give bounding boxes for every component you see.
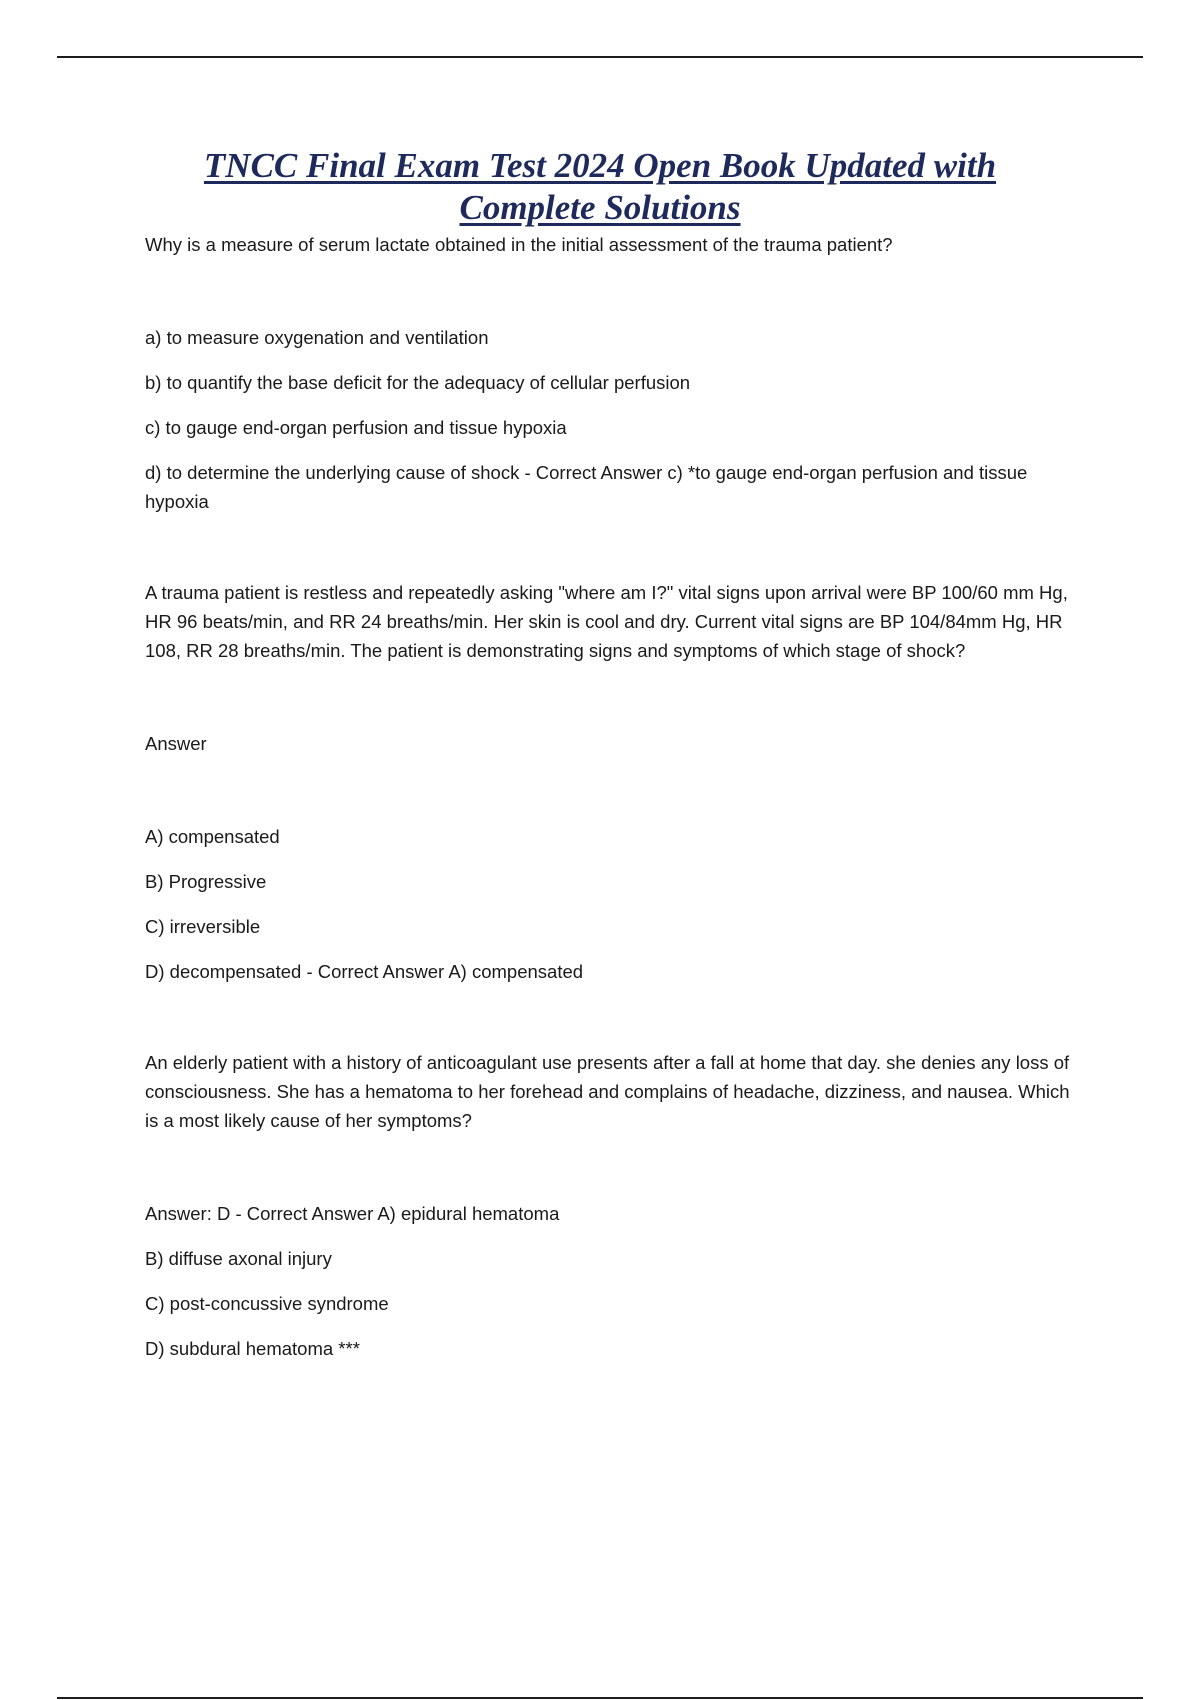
document-title	[57, 145, 1143, 229]
document-body	[145, 230, 1085, 1363]
question-2-answer-label: Answer	[145, 733, 207, 754]
question-2-option-d: D) decompensated - Correct Answer A) compensated	[145, 961, 584, 982]
question-1-option-c: c) to gauge end-organ perfusion and tissue hypoxia	[145, 417, 567, 438]
footer-rule	[57, 1697, 1143, 1699]
question-3-option-b: B) diffuse axonal injury	[145, 1248, 332, 1269]
question-1-text: Why is a measure of serum lactate obtained in the initial assessment of the trauma patient?	[145, 234, 893, 255]
question-1-option-a: a) to measure oxygenation and ventilation	[145, 327, 489, 348]
question-1-option-b: b) to quantify the base deficit for the adequacy of cellular perfusion	[145, 372, 691, 393]
title-line-1: TNCC Final Exam Test 2024 Open Book Updated with	[203, 146, 997, 185]
question-3-text: An elderly patient with a history of anticoagulant use presents after a fall at home that day. she denies any loss of consciousness. She has a hematoma to her forehead and complains of headache, dizziness, and nausea. Which is a most likely cause of her symptoms?	[145, 1052, 1070, 1131]
header-rule	[57, 56, 1143, 58]
question-3-option-c: C) post-concussive syndrome	[145, 1293, 389, 1314]
question-3-option-a: Answer: D - Correct Answer A) epidural hematoma	[145, 1203, 560, 1224]
question-1-option-d: d) to determine the underlying cause of shock - Correct Answer c) *to gauge end-organ perfusion and tissue hypoxia	[145, 462, 1028, 512]
question-2-text: A trauma patient is restless and repeatedly asking "where am I?" vital signs upon arrival were BP 100/60 mm Hg, HR 96 beats/min, and RR 24 breaths/min. Her skin is cool and dry. Current vital signs are BP 104/84mm Hg, HR 108, RR 28 breaths/min. The patient is demonstrating signs and symptoms of which stage of shock?	[145, 582, 1068, 661]
question-2-option-c: C) irreversible	[145, 916, 261, 937]
question-2-option-b: B) Progressive	[145, 871, 267, 892]
title-line-2: Complete Solutions	[459, 188, 741, 227]
question-2-option-a: A) compensated	[145, 826, 280, 847]
question-3-option-d: D) subdural hematoma ***	[145, 1338, 360, 1359]
